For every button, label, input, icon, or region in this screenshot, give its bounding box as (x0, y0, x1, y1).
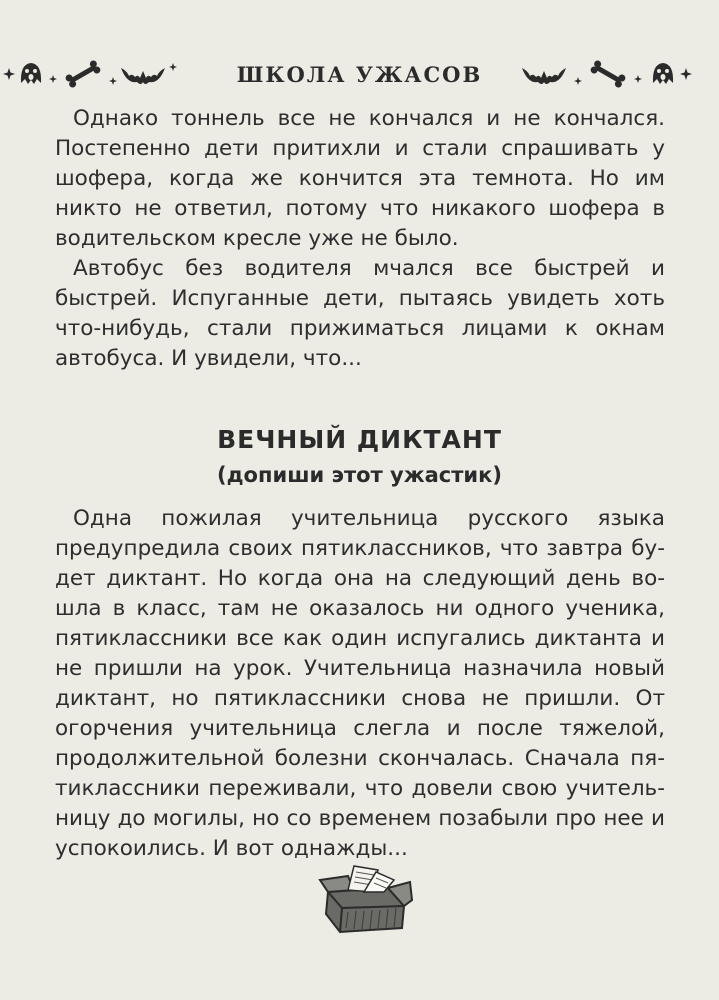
paragraph-text: Автобус без водителя мчался все быстрей и быстрей. Испуганные дети, пытаясь увидеть хоть что-нибудь, стали прижиматься лицами к окнам автобуса. И увидели, что... (55, 256, 665, 371)
box-with-papers-icon (318, 862, 414, 936)
paragraph-text: Однако тоннель все не кончался и не кончался. Постепенно дети притихли и стали спрашивать у шофера, когда же кончится эта темнота. Но им никто не ответил, потому что никакого шофера в водительском кресле уже не было. (55, 106, 665, 251)
paragraph-dictation (55, 504, 665, 864)
ghost-icon (21, 63, 41, 84)
box-illustration (318, 862, 414, 940)
paragraph-text: Одна пожилая учительница русского языка предупредила своих пятиклассников, что завтра будет диктант. Но когда она на следующий день вошла в класс, там не оказалось ни одного ученика, пятиклассники все как один испугались диктанта и не пришли на урок. Учительница назначила новый диктант, но пятиклассники снова не пришли. От огорчения учительница слегла и после тяжелой, продолжительной болезни скончалась. Сначала пятиклассники переживали, что довели свою учительницу до могилы, но со временем позабыли про нее и успокоились. И вот однажды... (55, 506, 665, 861)
sparkle-icon (680, 68, 692, 80)
running-header-title: ШКОЛА УЖАСОВ (236, 61, 483, 87)
sparkle-icon (634, 75, 642, 83)
paragraph-bus (55, 254, 665, 374)
sparkle-icon (109, 77, 117, 85)
sparkle-icon (169, 63, 177, 71)
ornament-right-icon (508, 57, 718, 91)
bat-icon (121, 68, 165, 84)
header-ornament-right (508, 57, 718, 91)
header-ornament-left (1, 57, 211, 91)
story-subtitle: (допиши этот ужастик) (216, 463, 502, 487)
sparkle-icon (49, 75, 57, 83)
bat-icon (522, 68, 566, 84)
bone-icon (64, 59, 101, 89)
paragraph-tunnel (55, 104, 665, 254)
sparkle-icon (574, 77, 582, 85)
ornament-left-icon (1, 57, 211, 91)
story-title: ВЕЧНЫЙ ДИКТАНТ (217, 425, 502, 454)
bone-icon (590, 59, 627, 89)
ghost-icon (653, 63, 673, 84)
page-header (0, 52, 719, 96)
sparkle-icon (3, 68, 15, 80)
